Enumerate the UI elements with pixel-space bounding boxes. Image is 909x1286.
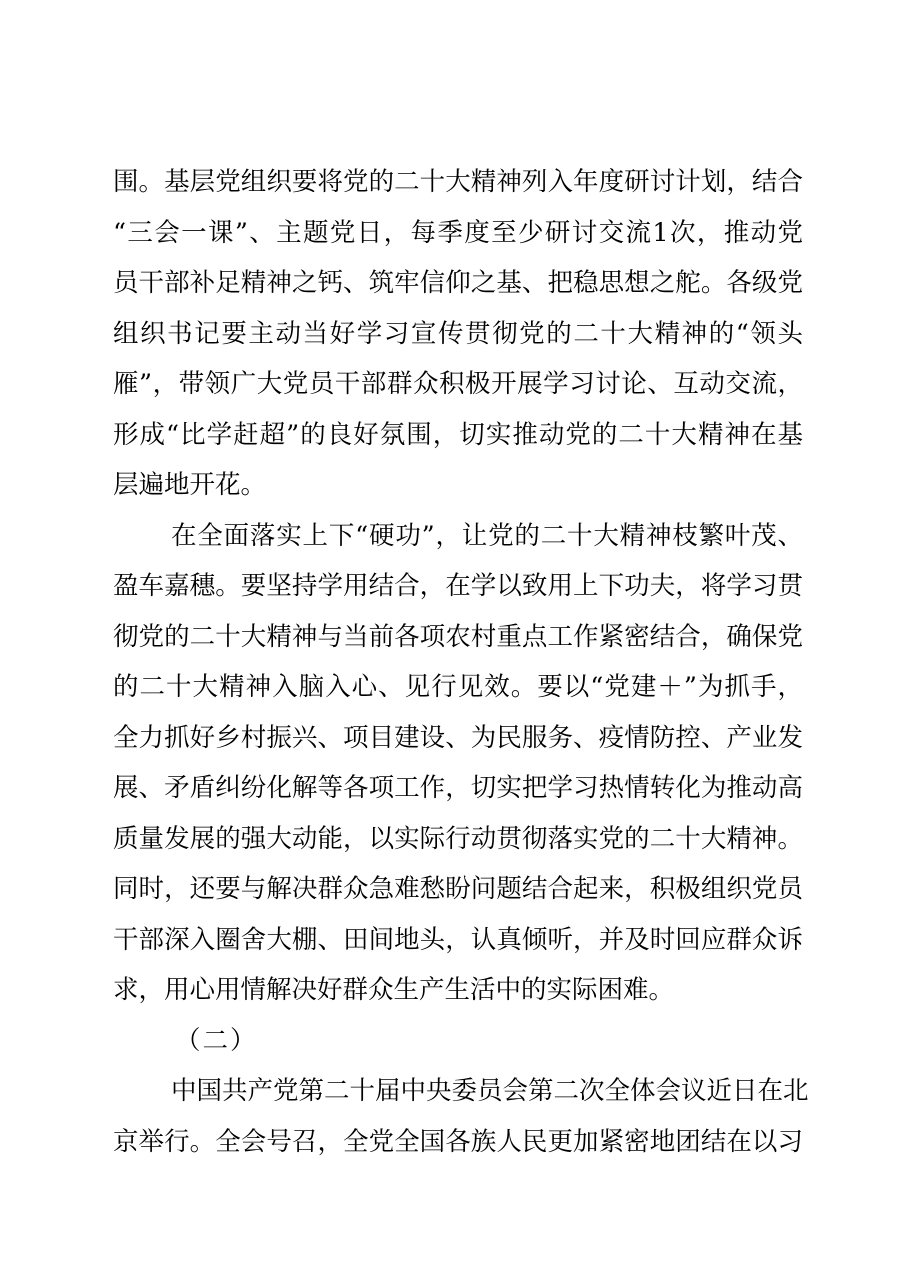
text-line: 展、矛盾纠纷化解等各项工作，切实把学习热情转化为推动高 <box>113 773 803 803</box>
text-line: 求，用心用情解决好群众生产生活中的实际困难。 <box>113 975 675 1005</box>
text-line: 同时，还要与解决群众急难愁盼问题结合起来，积极组织党员 <box>113 874 803 904</box>
text-line: 雁”，带领广大党员干部群众积极开展学习讨论、互动交流， <box>113 369 803 399</box>
text-line: 全力抓好乡村振兴、项目建设、为民服务、疫情防控、产业发 <box>113 722 803 753</box>
text-line: 的二十大精神入脑入心、见行见效。要以“党建＋”为抓手， <box>113 672 803 702</box>
section-heading <box>113 1016 803 1067</box>
text-line: 形成“比学赶超”的良好氛围，切实推动党的二十大精神在基 <box>113 419 803 450</box>
text-line: 彻党的二十大精神与当前各项农村重点工作紧密结合，确保党 <box>113 621 803 652</box>
text-line: 质量发展的强大动能，以实际行动贯彻落实党的二十大精神。 <box>113 823 803 854</box>
text-line: 围。基层党组织要将党的二十大精神列入年度研讨计划，结合 <box>113 167 803 197</box>
document-body <box>113 157 809 1167</box>
text-line: 员干部补足精神之钙、筑牢信仰之基、把稳思想之舵。各级党 <box>113 268 803 298</box>
text-line: 中国共产党第二十届中央委员会第二次全体会议近日在北 <box>171 1076 809 1106</box>
text-line: 盈车嘉穗。要坚持学用结合，在学以致用上下功夫，将学习贯 <box>113 571 803 601</box>
paragraph-implementation <box>113 511 803 1016</box>
paragraph-continued <box>113 157 803 511</box>
text-line: 组织书记要主动当好学习宣传贯彻党的二十大精神的“领头 <box>113 318 803 349</box>
paragraph-plenary <box>113 1066 809 1167</box>
text-line: 层遍地开花。 <box>113 470 267 500</box>
text-line: 在全面落实上下“硬功”，让党的二十大精神枝繁叶茂、 <box>171 520 803 551</box>
text-line: “三会一课”、主题党日，每季度至少研讨交流1次，推动党 <box>113 217 803 248</box>
text-line: 京举行。全会号召，全党全国各族人民更加紧密地团结在以习 <box>113 1126 803 1157</box>
text-line: 干部深入圈舍大棚、田间地头，认真倾听，并及时回应群众诉 <box>113 924 803 955</box>
section-heading-text: （二） <box>175 1025 258 1056</box>
